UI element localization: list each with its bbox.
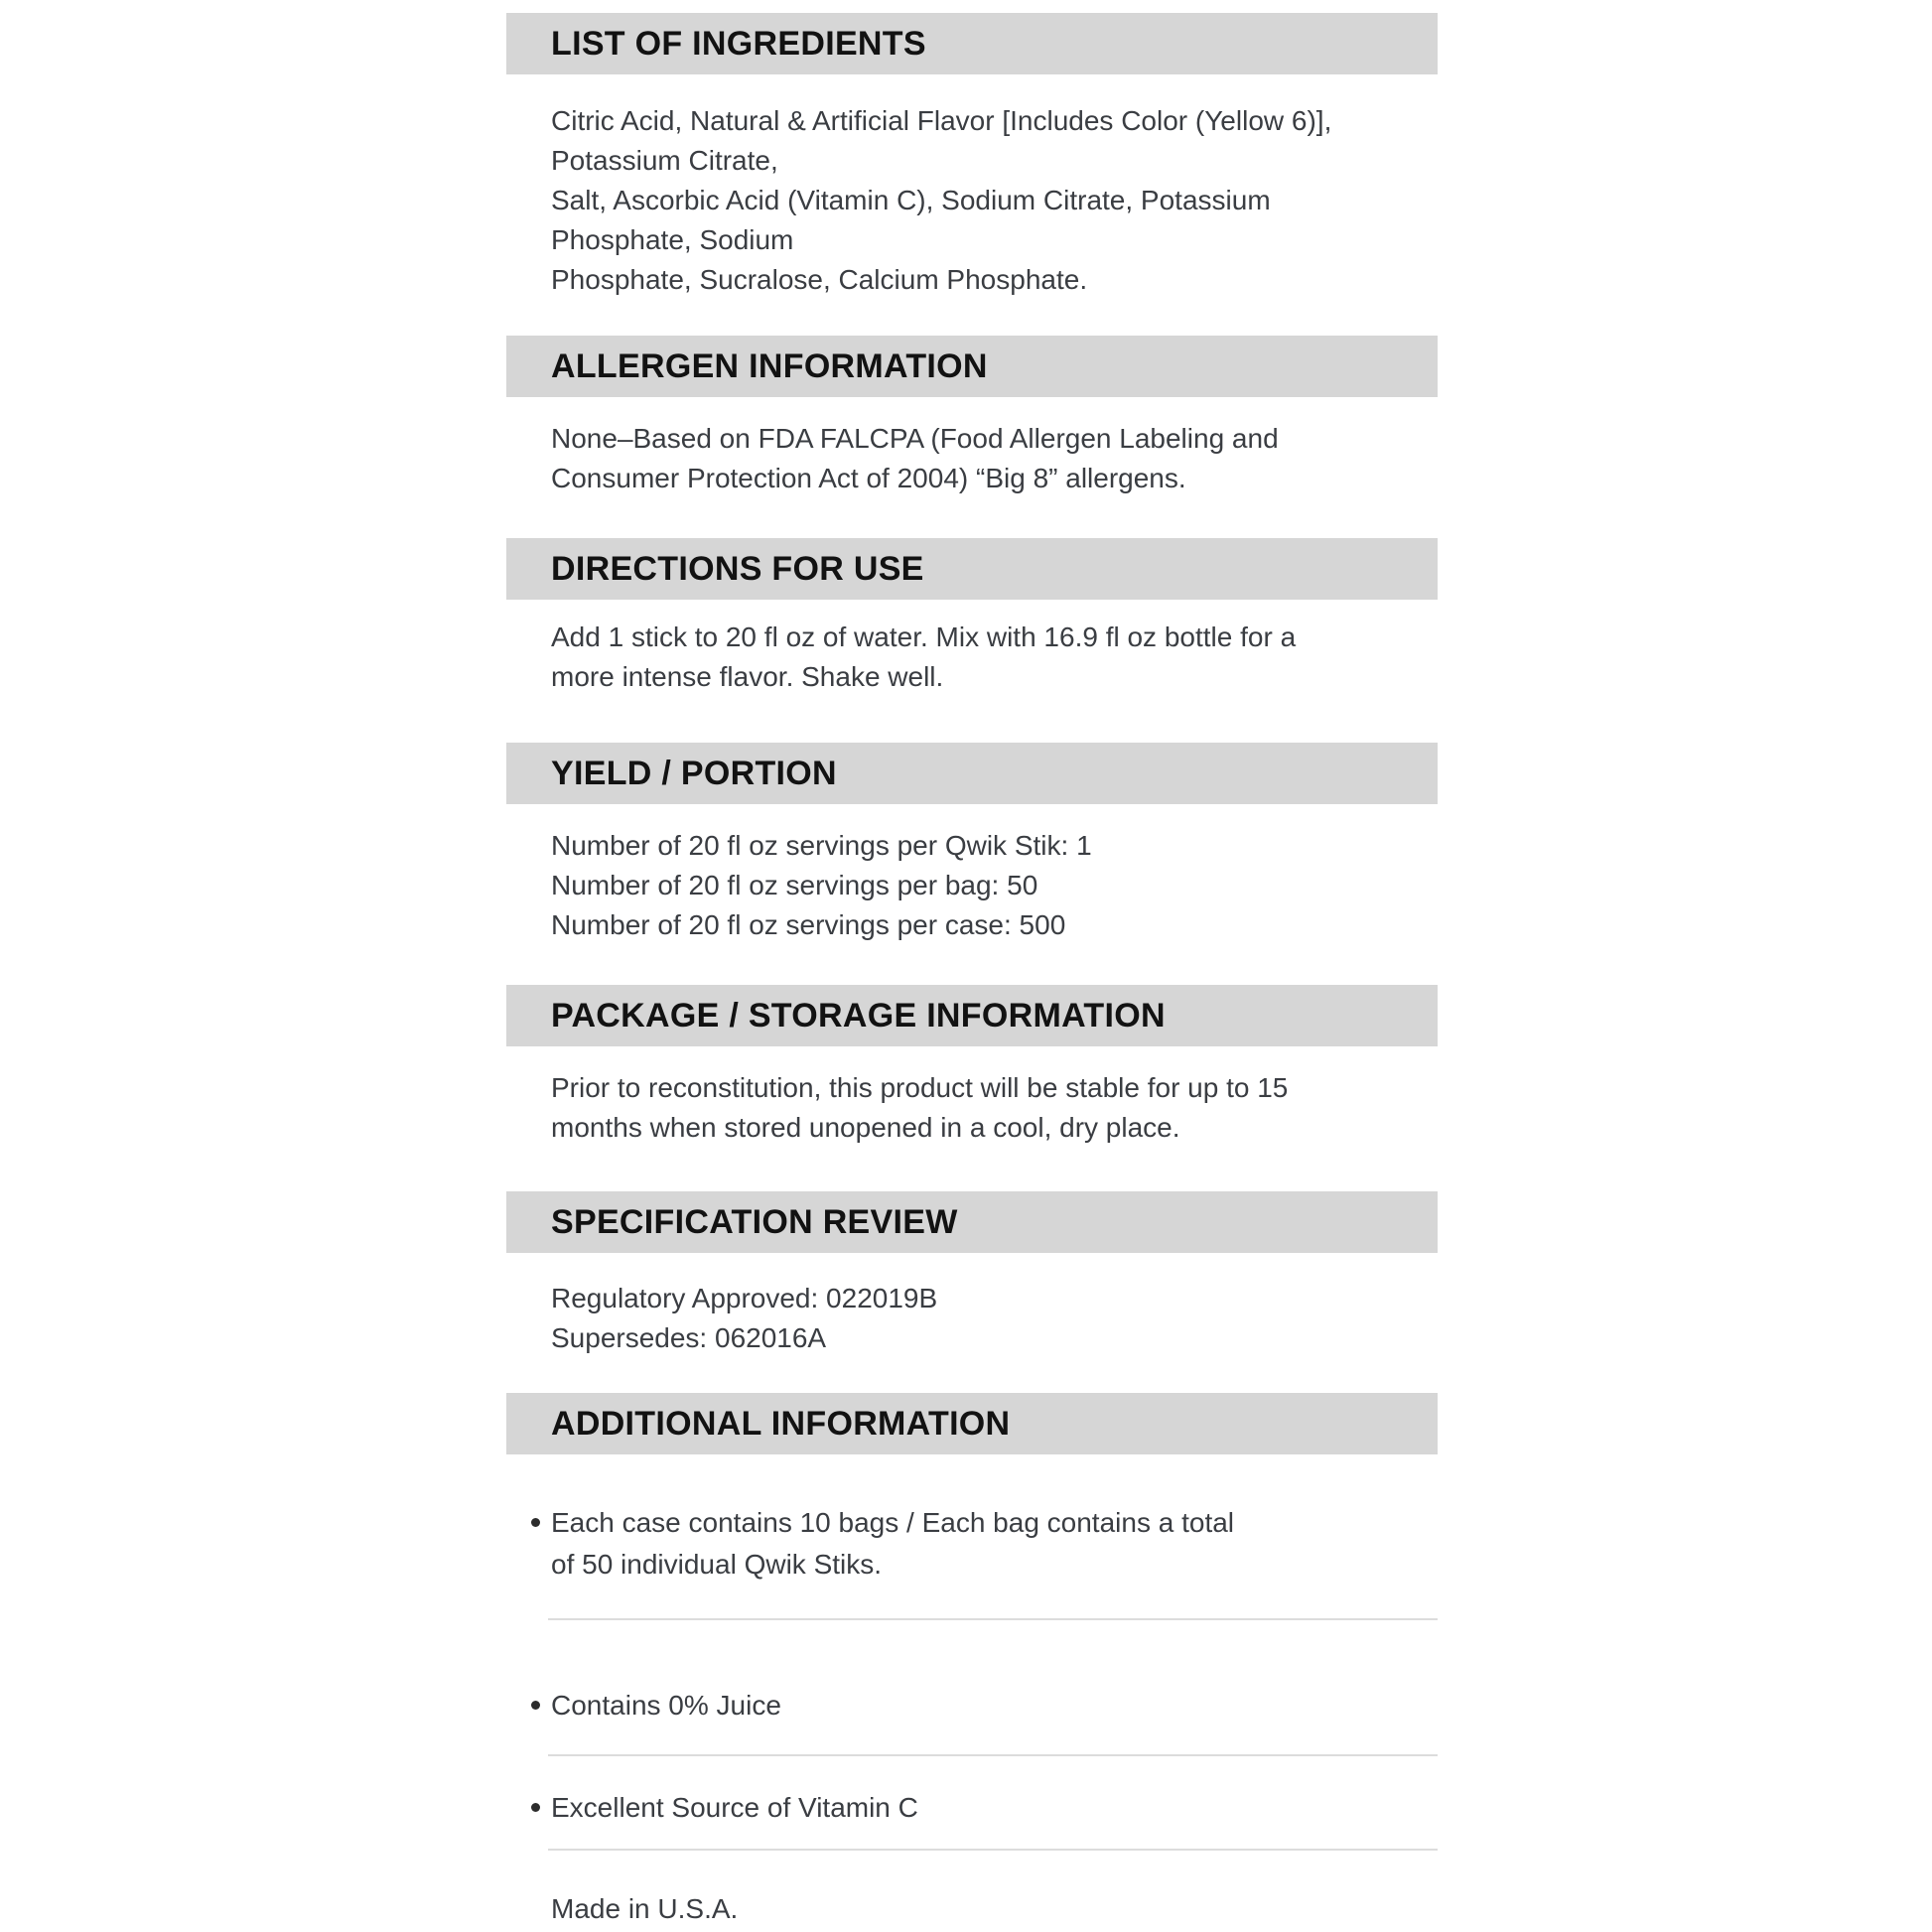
- section-title: SPECIFICATION REVIEW: [551, 1202, 958, 1241]
- section-header-additional-information: [506, 1393, 1438, 1454]
- text-line: Salt, Ascorbic Acid (Vitamin C), Sodium Citrate, Potassium: [551, 185, 1271, 215]
- bullet-dot: [531, 1803, 540, 1812]
- section-header-specification-review: [506, 1191, 1438, 1253]
- text-line: Potassium Citrate,: [551, 145, 778, 176]
- section-title: PACKAGE / STORAGE INFORMATION: [551, 996, 1166, 1035]
- made-in-usa-text: Made in U.S.A.: [551, 1893, 739, 1924]
- section-header-directions-for-use: [506, 538, 1438, 600]
- bullet-dot: [531, 1518, 540, 1527]
- allergen-paragraph: [506, 419, 1438, 498]
- package-paragraph: [506, 1068, 1438, 1148]
- text-line: Supersedes: 062016A: [551, 1322, 827, 1353]
- section-header-yield-portion: [506, 743, 1438, 804]
- text-line: Number of 20 fl oz servings per bag: 50: [551, 870, 1038, 900]
- section-header-package-storage-information: [506, 985, 1438, 1046]
- text-line: Phosphate, Sucralose, Calcium Phosphate.: [551, 264, 1088, 295]
- text-line: Regulatory Approved: 022019B: [551, 1283, 938, 1313]
- divider: [548, 1754, 1438, 1756]
- text-line: Contains 0% Juice: [551, 1690, 781, 1721]
- section-title: LIST OF INGREDIENTS: [551, 24, 926, 63]
- text-line: Consumer Protection Act of 2004) “Big 8” allergens.: [551, 463, 1186, 493]
- directions-paragraph: [506, 618, 1438, 697]
- section-title: ADDITIONAL INFORMATION: [551, 1404, 1011, 1443]
- text-line: None–Based on FDA FALCPA (Food Allergen Labeling and: [551, 423, 1279, 454]
- text-line: Prior to reconstitution, this product will be stable for up to 15: [551, 1072, 1289, 1103]
- section-title: YIELD / PORTION: [551, 754, 837, 792]
- text-line: Phosphate, Sodium: [551, 224, 794, 255]
- section-header-allergen-information: [506, 336, 1438, 397]
- divider: [548, 1849, 1438, 1851]
- bullet-dot: [531, 1701, 540, 1710]
- specification-paragraph: [506, 1279, 1438, 1358]
- section-title: ALLERGEN INFORMATION: [551, 346, 988, 385]
- bullet-item-juice-content: [506, 1685, 1438, 1726]
- text-line: Each case contains 10 bags / Each bag contains a total: [551, 1507, 1235, 1538]
- text-line: Excellent Source of Vitamin C: [551, 1792, 918, 1823]
- text-line: Number of 20 fl oz servings per Qwik Stik: 1: [551, 830, 1092, 861]
- text-line: more intense flavor. Shake well.: [551, 661, 944, 692]
- bullet-item-vitamin-c: [506, 1787, 1438, 1829]
- divider: [548, 1618, 1438, 1620]
- text-line: Add 1 stick to 20 fl oz of water. Mix with 16.9 fl oz bottle for a: [551, 621, 1297, 652]
- text-line: Citric Acid, Natural & Artificial Flavor [Includes Color (Yellow 6)],: [551, 105, 1332, 136]
- section-header-list-of-ingredients: [506, 13, 1438, 74]
- text-line: months when stored unopened in a cool, dry place.: [551, 1112, 1180, 1143]
- text-line: Number of 20 fl oz servings per case: 500: [551, 909, 1066, 940]
- section-title: DIRECTIONS FOR USE: [551, 549, 924, 588]
- yield-paragraph: [506, 826, 1438, 945]
- bullet-item-case-contents: [506, 1502, 1438, 1586]
- content-column: [506, 0, 1438, 1929]
- ingredients-paragraph: [506, 101, 1438, 300]
- text-line: of 50 individual Qwik Stiks.: [551, 1549, 883, 1580]
